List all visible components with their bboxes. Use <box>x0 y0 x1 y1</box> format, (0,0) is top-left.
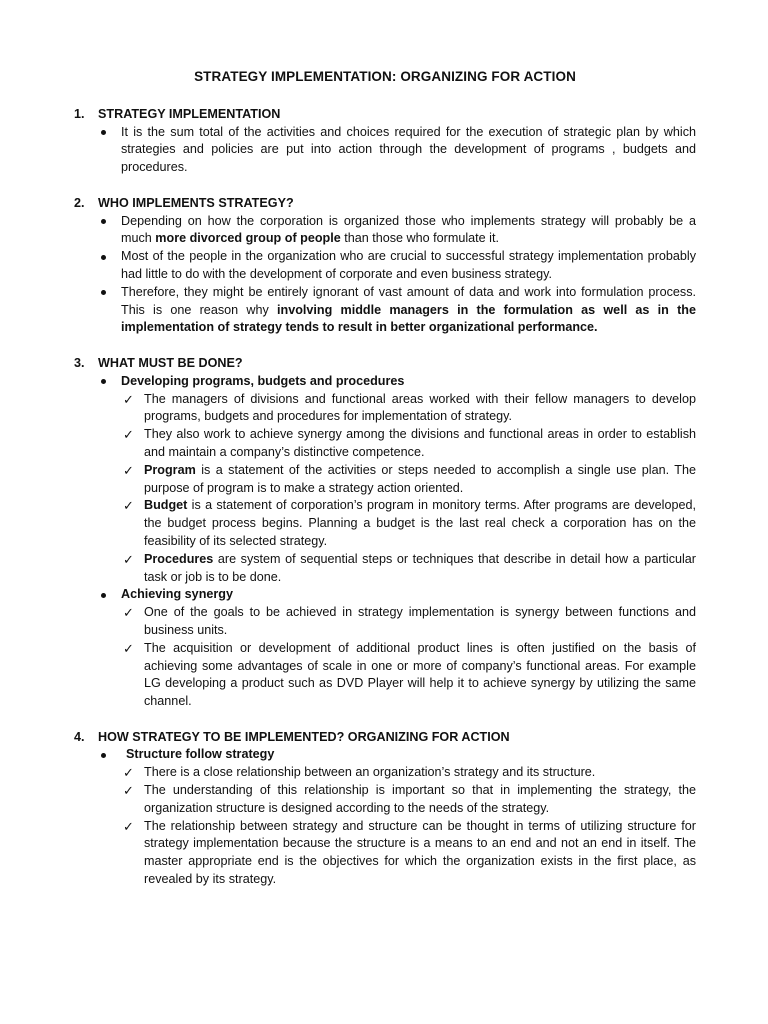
list-item-text: Therefore, they might be entirely ignorant of vast amount of data and work into formulation process. This is one reason why <box>121 284 696 317</box>
bullet-dot-icon <box>101 379 106 384</box>
check-list <box>121 764 696 889</box>
list-item <box>98 373 696 587</box>
subheading: Achieving synergy <box>121 587 233 602</box>
checkmark-icon: ✓ <box>123 818 134 834</box>
section-4 <box>74 729 696 889</box>
check-item-text: They also work to achieve synergy among the divisions and functional areas in order to establish and maintain a company’s distinctive competence. <box>144 427 696 459</box>
check-list <box>121 391 696 587</box>
list-item <box>98 746 696 888</box>
section-1 <box>74 106 696 177</box>
section-number: 3. <box>74 355 85 370</box>
subheading: Developing programs, budgets and procedures <box>121 373 405 388</box>
bullet-dot-icon <box>101 130 106 135</box>
list-item-text: Most of the people in the organization who are crucial to successful strategy implementation probably had little to do with the development of corporate and even business strategy. <box>121 249 696 281</box>
check-item-text: The managers of divisions and functional areas worked with their fellow managers to develop programs, budgets and procedures for implementation of strategy. <box>144 391 696 424</box>
bullet-dot-icon <box>101 219 106 224</box>
check-item-text: The relationship between strategy and structure can be thought in terms of utilizing structure for strategy implementation because the structure is a means to an end and not an end in itself. The master appropriate end is the objectives for which the organization exists in the first place, as revealed by its strategy. <box>144 818 696 887</box>
check-item <box>123 426 696 462</box>
check-item-text: The understanding of this relationship is important so that in implementing the strategy, the organization structure is designed according to the needs of the strategy. <box>144 783 696 815</box>
check-item <box>123 497 696 550</box>
check-item <box>123 764 696 782</box>
check-item <box>123 818 696 889</box>
emphasis-text: involving middle managers in the formulation as well as in the implementation of strategy tends to result in better organizational performance. <box>121 302 696 335</box>
term-label: Budget <box>144 498 188 513</box>
section-number: 2. <box>74 195 85 210</box>
section-2 <box>74 195 696 337</box>
term-label: Program <box>144 462 196 477</box>
checkmark-icon: ✓ <box>123 783 134 799</box>
section-title: HOW STRATEGY TO BE IMPLEMENTED? ORGANIZING FOR ACTION <box>98 729 510 744</box>
check-item <box>123 782 696 818</box>
checkmark-icon: ✓ <box>123 640 134 656</box>
check-item-text: One of the goals to be achieved in strategy implementation is synergy between functions and business units. <box>144 605 696 637</box>
checkmark-icon: ✓ <box>123 427 134 443</box>
check-item <box>123 551 696 587</box>
list-item-text: than those who formulate it. <box>340 231 499 246</box>
list-item-text: Depending on how the corporation is organized those who implements strategy will probably be a much <box>121 213 696 246</box>
section-1-heading <box>74 106 696 124</box>
checkmark-icon: ✓ <box>123 551 134 567</box>
check-item-text: There is a close relationship between an organization’s strategy and its structure. <box>144 765 596 780</box>
check-item <box>123 604 696 640</box>
section-number: 4. <box>74 729 85 744</box>
check-item-text: is a statement of corporation’s program in monitory terms. After programs are developed, the budget process begins. Planning a budget is the last real check a corporation has on the feasibility of its selected strategy. <box>144 498 696 548</box>
section-number: 1. <box>74 106 85 121</box>
emphasis-text: more divorced group of people <box>155 231 341 246</box>
check-list <box>121 604 696 711</box>
bullet-list <box>74 373 696 711</box>
list-item-text: It is the sum total of the activities and choices required for the execution of strategic plan by which strategies and policies are put into action through the development of programs , budgets and procedures. <box>121 124 696 175</box>
checkmark-icon: ✓ <box>123 605 134 621</box>
check-item <box>123 391 696 427</box>
section-title: WHAT MUST BE DONE? <box>98 355 243 370</box>
bullet-dot-icon <box>101 753 106 758</box>
list-item <box>98 284 696 337</box>
checkmark-icon: ✓ <box>123 391 134 407</box>
checkmark-icon: ✓ <box>123 498 134 514</box>
section-4-heading <box>74 729 696 747</box>
check-item-text: are system of sequential steps or techniques that describe in detail how a particular task or job is to be done. <box>144 551 696 584</box>
section-title: WHO IMPLEMENTS STRATEGY? <box>98 195 294 210</box>
check-item <box>123 640 696 711</box>
list-item <box>98 586 696 711</box>
bullet-dot-icon <box>101 290 106 295</box>
check-item-text: The acquisition or development of additional product lines is often justified on the basis of achieving some advantages of scale in one or more of company’s functional areas. For example LG developing a product such as DVD Player will help it to achieve synergy by utilizing the same channel. <box>144 640 696 709</box>
list-item <box>98 213 696 249</box>
bullet-list <box>74 124 696 177</box>
bullet-list <box>74 746 696 888</box>
bullet-dot-icon <box>101 255 106 260</box>
section-3-heading <box>74 355 696 373</box>
check-item-text: is a statement of the activities or steps needed to accomplish a single use plan. The purpose of program is to make a strategy action oriented. <box>144 462 696 495</box>
section-title: STRATEGY IMPLEMENTATION <box>98 106 281 121</box>
section-3 <box>74 355 696 711</box>
checkmark-icon: ✓ <box>123 462 134 478</box>
document-title: STRATEGY IMPLEMENTATION: ORGANIZING FOR ACTION <box>194 69 576 84</box>
checkmark-icon: ✓ <box>123 765 134 781</box>
list-item <box>98 124 696 177</box>
term-label: Procedures <box>144 551 214 566</box>
subheading: Structure follow strategy <box>126 747 275 762</box>
bullet-list <box>74 213 696 338</box>
section-2-heading <box>74 195 696 213</box>
bullet-dot-icon <box>101 593 106 598</box>
list-item <box>98 248 696 284</box>
check-item <box>123 462 696 498</box>
